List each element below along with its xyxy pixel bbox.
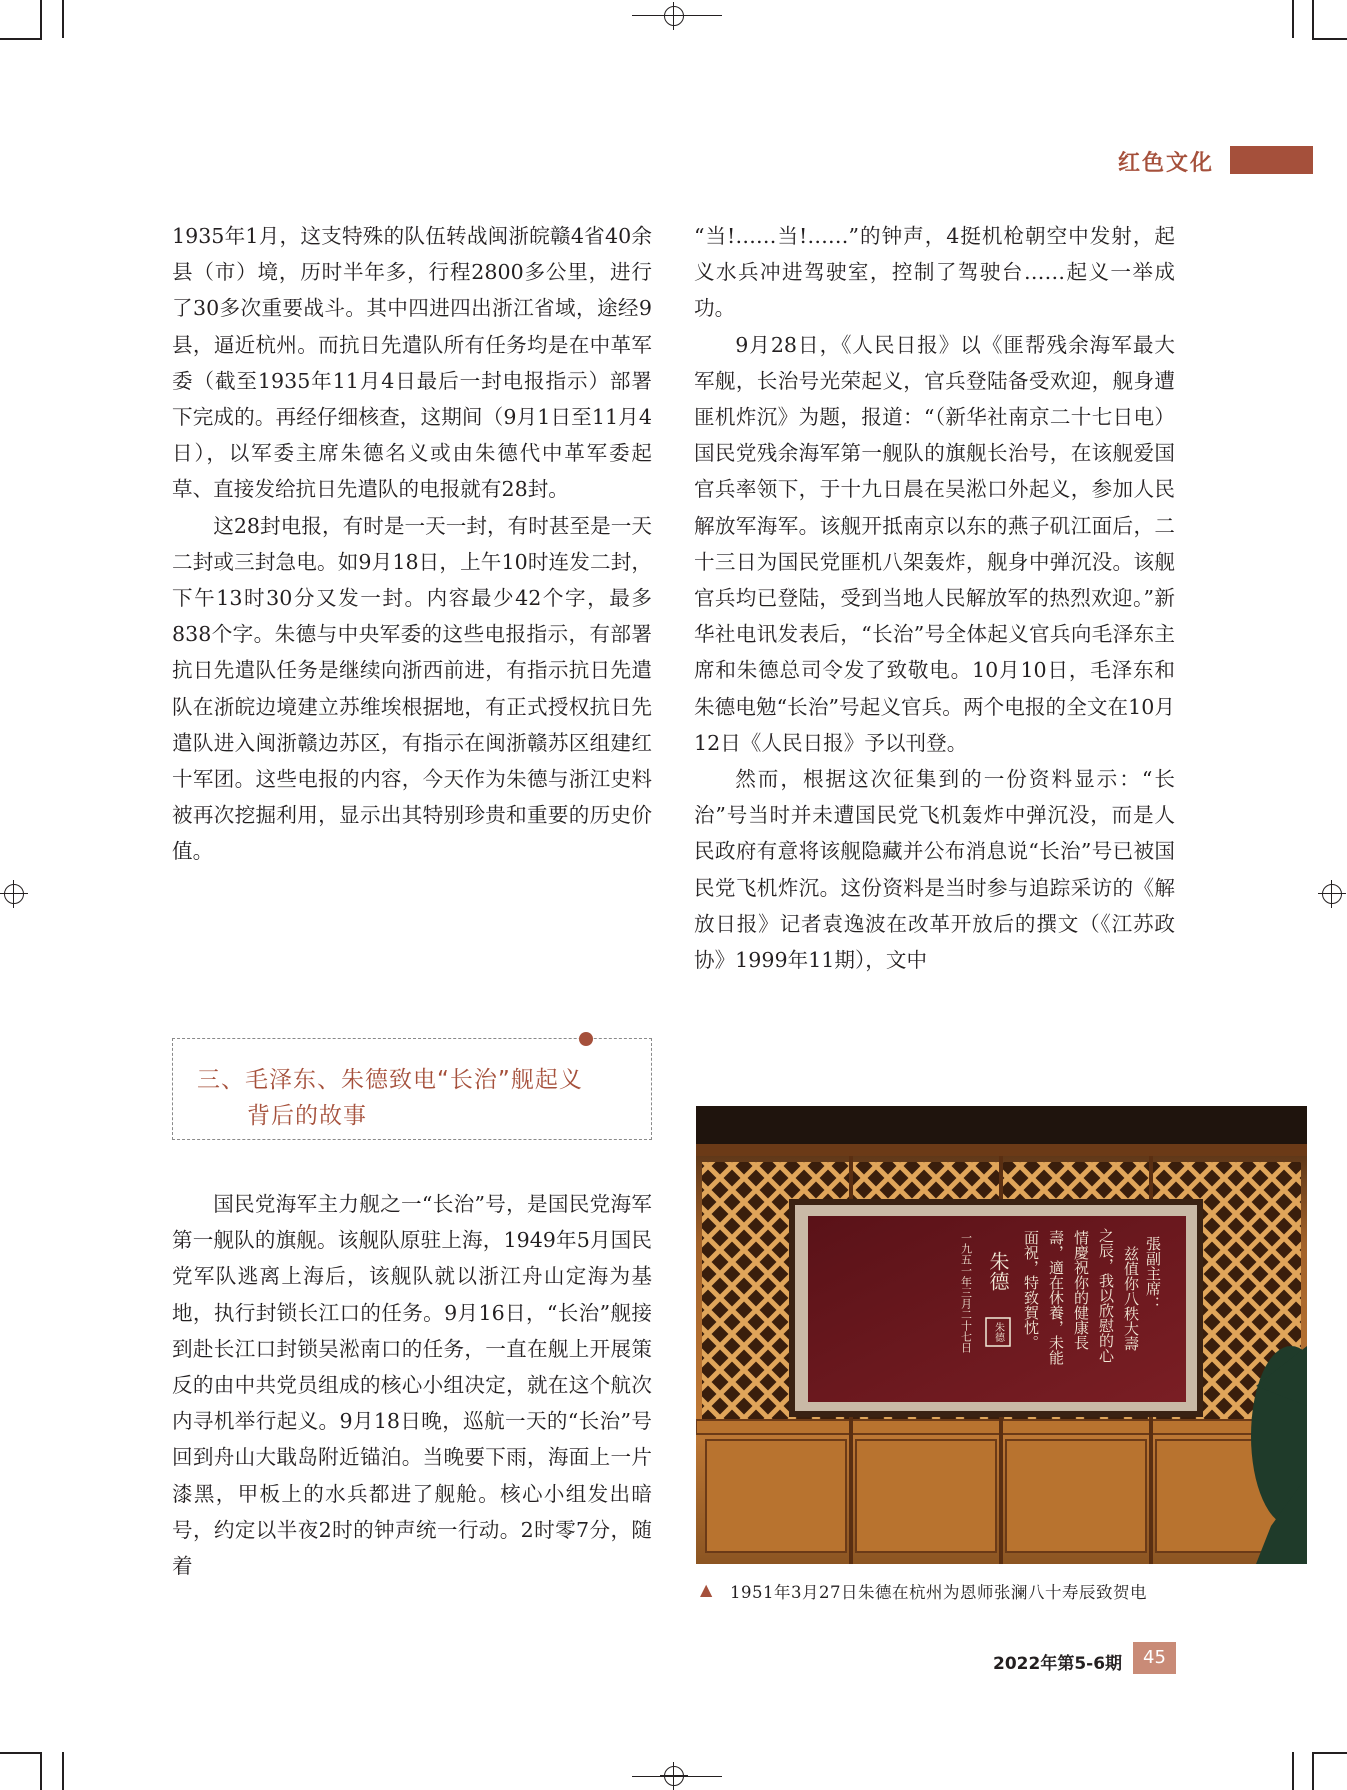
calligraphy-column: 兹值你八秩大壽 — [1122, 1246, 1140, 1351]
section-tag-bar — [1230, 146, 1313, 174]
crop-mark-tl-v — [40, 0, 42, 38]
crop-mark-tr-h — [1312, 38, 1347, 40]
registration-mark-left — [0, 880, 28, 908]
paragraph: 9月28日，《人民日报》以《匪帮残余海军最大军舰，长治号光荣起义，官兵登陆备受欢迎，舰身遭匪机炸沉》为题，报道：“（新华社南京二十七日电）国民党残余海军第一舰队的旗舰长治号，在该舰爱国官兵率领下，于十九日晨在吴淞口外起义，参加人民解放军海军。该舰开抵南京以东的燕子矶江面后，二十三日为国民党匪机八架轰炸，舰身中弹沉没。该舰官兵均已登陆，受到当地人民解放军的热烈欢迎。”新华社电讯发表后，“长治”号全体起义官兵向毛泽东主席和朱德总司令发了致敬电。10月10日，毛泽东和朱德电勉“长治”号起义官兵。两个电报的全文在10月12日《人民日报》予以刊登。 — [694, 332, 1175, 755]
registration-mark-right — [1318, 880, 1346, 908]
calligraphy-signature: 朱德 — [986, 1251, 1010, 1291]
crop-mark-bl-v — [40, 1752, 42, 1790]
calligraphy-column: 張副主席： — [1144, 1236, 1162, 1311]
issue-label: 2022年第5-6期 — [993, 1654, 1123, 1674]
section-heading-line1: 三、毛泽东、朱德致电“长治”舰起义 — [197, 1067, 583, 1093]
crop-mark-br-h — [1312, 1752, 1347, 1754]
caption-triangle-icon: ▲ — [700, 1580, 713, 1599]
crop-mark-br-v2 — [1312, 1752, 1314, 1790]
paragraph: “当!……当!……”的钟声，4挺机枪朝空中发射，起义水兵冲进驾驶室，控制了驾驶台……起义一举成功。 — [694, 224, 1175, 321]
photo-caption: 1951年3月27日朱德在杭州为恩师张澜八十寿辰致贺电 — [730, 1583, 1147, 1602]
crop-mark-tl-h — [0, 38, 42, 40]
article-column-left-bottom — [172, 1186, 652, 1584]
calligraphy-photo — [696, 1106, 1307, 1564]
page-number: 45 — [1133, 1642, 1176, 1674]
crop-mark-tl-v2 — [62, 0, 64, 38]
section-heading-line2: 背后的故事 — [247, 1103, 367, 1129]
paragraph: 这28封电报，有时是一天一封，有时甚至是一天二封或三封急电。如9月18日，上午10时连发二封，下午13时30分又发一封。内容最少42个字，最多838个字。朱德与中央军委的这些电报指示，有部署抗日先遣队任务是继续向浙西前进，有指示抗日先遣队在浙皖边境建立苏维埃根据地，有正式授权抗日先遣队进入闽浙赣边苏区，有指示在闽浙赣苏区组建红十军团。这些电报的内容，今天作为朱德与浙江史料被再次挖掘利用，显示出其特别珍贵和重要的历史价值。 — [172, 513, 652, 864]
seal: 朱德 — [992, 1322, 1004, 1342]
crop-mark-bl-v2 — [62, 1752, 64, 1790]
article-column-left-top — [172, 218, 652, 870]
section-heading-dot — [579, 1032, 593, 1046]
calligraphy-column: 情慶祝你的健康長 — [1072, 1230, 1090, 1350]
crop-mark-tr-v2 — [1312, 0, 1314, 38]
registration-mark-top — [660, 2, 688, 30]
calligraphy-column: 面祝，特致賀忱。 — [1022, 1230, 1040, 1350]
paragraph: 然而，根据这次征集到的一份资料显示：“长治”号当时并未遭国民党飞机轰炸中弹沉没，而是人民政府有意将该舰隐藏并公布消息说“长治”号已被国民党飞机炸沉。这份资料是当时参与追踪采访的《解放日报》记者袁逸波在改革开放后的撰文（《江苏政协》1999年11期），文中 — [694, 767, 1175, 973]
calligraphy-date: 一九五一年三月二十七日 — [959, 1232, 973, 1353]
crop-mark-br-v — [1292, 1752, 1294, 1790]
crop-mark-bl-h — [0, 1752, 42, 1754]
article-column-right — [694, 218, 1175, 978]
calligraphy-column: 之辰，我以欣慰的心 — [1097, 1228, 1115, 1363]
registration-mark-bottom — [660, 1762, 688, 1790]
calligraphy-column: 壽，適在休養，未能 — [1047, 1230, 1065, 1365]
section-tag: 红色文化 — [1118, 151, 1215, 176]
paragraph: 1935年1月，这支特殊的队伍转战闽浙皖赣4省40余县（市）境，历时半年多，行程2800多公里，进行了30多次重要战斗。其中四进四出浙江省域，途经9县，逼近杭州。而抗日先遣队所有任务均是在中革军委（截至1935年11月4日最后一封电报指示）部署下完成的。再经仔细核查，这期间（9月1日至11月4日），以军委主席朱德名义或由朱德代中革军委起草、直接发给抗日先遣队的电报就有28封。 — [172, 224, 652, 502]
crop-mark-tr-v — [1292, 0, 1294, 38]
paragraph: 国民党海军主力舰之一“长治”号，是国民党海军第一舰队的旗舰。该舰队原驻上海，1949年5月国民党军队逃离上海后，该舰队就以浙江舟山定海为基地，执行封锁长江口的任务。9月16日，“长治”舰接到赴长江口封锁吴淞南口的任务，一直在舰上开展策反的由中共党员组成的核心小组决定，就在这个航次内寻机举行起义。9月18日晚，巡航一天的“长治”号回到舟山大戢岛附近锚泊。当晚要下雨，海面上一片漆黑，甲板上的水兵都进了舰舱。核心小组发出暗号，约定以半夜2时的钟声统一行动。2时零7分，随着 — [172, 1192, 652, 1579]
